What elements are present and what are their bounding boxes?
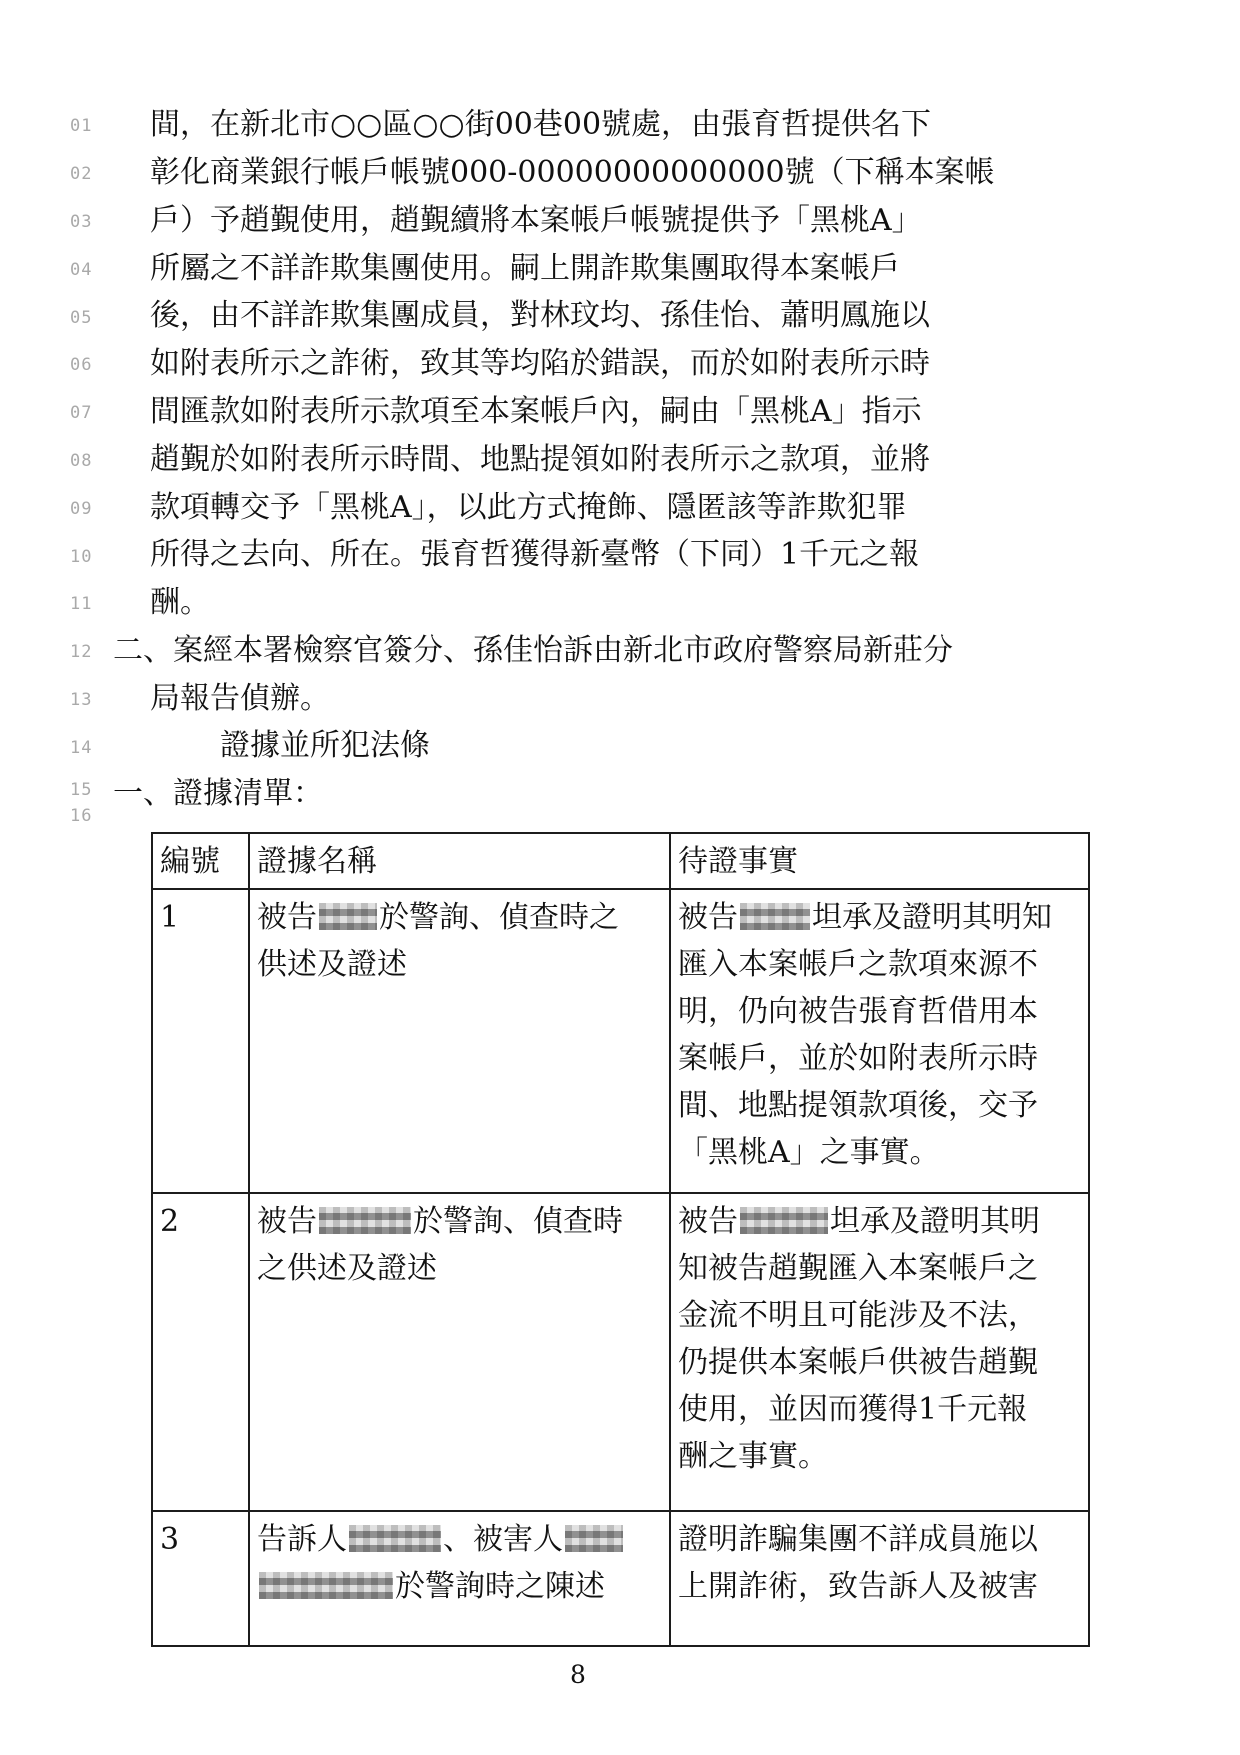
line-number: 04 bbox=[70, 260, 93, 280]
section-heading: 證據並所犯法條 bbox=[220, 728, 430, 763]
list-item-two-line: 二、案經本署檢察官簽分、孫佳怡訴由新北市政府警察局新莊分 bbox=[113, 633, 953, 668]
evidence-table bbox=[151, 832, 1088, 1647]
body-line: 如附表所示之詐術，致其等均陷於錯誤，而於如附表所示時 bbox=[150, 346, 930, 381]
body-line: 間，在新北市○○區○○街00巷00號處，由張育哲提供名下 bbox=[150, 107, 932, 142]
header-cell-no: 編號 bbox=[152, 833, 249, 889]
line-number: 12 bbox=[70, 642, 93, 662]
list-item-two-wrap-line: 局報告偵辦。 bbox=[150, 681, 330, 716]
redacted-name bbox=[349, 1525, 441, 1552]
redacted-name bbox=[740, 903, 810, 930]
body-line: 酬。 bbox=[150, 585, 210, 620]
redacted-name bbox=[319, 1207, 411, 1234]
redacted-name bbox=[740, 1207, 828, 1234]
line-number: 08 bbox=[70, 451, 93, 471]
redacted-name bbox=[259, 1572, 393, 1599]
line-number: 01 bbox=[70, 116, 93, 136]
body-line: 戶）予趙覲使用，趙覲續將本案帳戶帳號提供予「黑桃A」 bbox=[150, 203, 922, 238]
redacted-name bbox=[565, 1525, 623, 1552]
table-row bbox=[152, 1511, 1089, 1646]
line-number: 14 bbox=[70, 738, 93, 758]
header-cell-fact: 待證事實 bbox=[670, 833, 1089, 889]
body-line: 後，由不詳詐欺集團成員，對林玟均、孫佳怡、蕭明鳳施以 bbox=[150, 298, 930, 333]
list-marker: 一、 bbox=[113, 776, 173, 811]
header-cell-evidence-name: 證據名稱 bbox=[249, 833, 670, 889]
line-number: 13 bbox=[70, 690, 93, 710]
line-number: 10 bbox=[70, 547, 93, 567]
cell-fact: 證明詐騙集團不詳成員施以 上開詐術，致告訴人及被害 bbox=[670, 1511, 1089, 1646]
list-marker: 二、 bbox=[113, 633, 173, 668]
line-number: 03 bbox=[70, 212, 93, 232]
body-line: 趙覲於如附表所示時間、地點提領如附表所示之款項，並將 bbox=[150, 442, 930, 477]
table-header-row bbox=[152, 833, 1089, 889]
list-item-one-line: 一、證據清單： bbox=[113, 776, 323, 811]
line-number: 11 bbox=[70, 594, 93, 614]
table-row bbox=[152, 889, 1089, 1193]
cell-row-no: 2 bbox=[152, 1193, 249, 1511]
table-row bbox=[152, 1193, 1089, 1511]
body-line: 所得之去向、所在。張育哲獲得新臺幣（下同）1千元之報 bbox=[150, 537, 920, 572]
line-number: 07 bbox=[70, 403, 93, 423]
line-number: 09 bbox=[70, 499, 93, 519]
body-line: 款項轉交予「黑桃A」，以此方式掩飾、隱匿該等詐欺犯罪 bbox=[150, 490, 907, 525]
line-number: 06 bbox=[70, 355, 93, 375]
cell-row-no: 3 bbox=[152, 1511, 249, 1646]
redacted-name bbox=[319, 903, 377, 930]
cell-row-no: 1 bbox=[152, 889, 249, 1193]
cell-evidence-name: 被告 於警詢、偵查時之 供述及證述 bbox=[249, 889, 670, 1193]
line-number: 05 bbox=[70, 308, 93, 328]
line-number: 16 bbox=[70, 806, 93, 826]
body-line: 所屬之不詳詐欺集團使用。嗣上開詐欺集團取得本案帳戶 bbox=[150, 251, 900, 286]
cell-fact: 被告 坦承及證明其明 知被告趙覲匯入本案帳戶之 金流不明且可能涉及不法， 仍提供本案帳戶供被告趙覲 使用，並因而獲得1千元報 酬之事實。 bbox=[670, 1193, 1089, 1511]
body-line: 彰化商業銀行帳戶帳號000-00000000000000號（下稱本案帳 bbox=[150, 155, 995, 190]
body-line: 間匯款如附表所示款項至本案帳戶內，嗣由「黑桃A」指示 bbox=[150, 394, 922, 429]
page-number: 8 bbox=[570, 1660, 586, 1689]
cell-evidence-name: 被告 於警詢、偵查時 之供述及證述 bbox=[249, 1193, 670, 1511]
cell-fact: 被告 坦承及證明其明知 匯入本案帳戶之款項來源不 明，仍向被告張育哲借用本 案帳戶，並於如附表所示時 間、地點提領款項後，交予 「黑桃A」之事實。 bbox=[670, 889, 1089, 1193]
line-number: 15 bbox=[70, 780, 93, 800]
line-number: 02 bbox=[70, 164, 93, 184]
cell-evidence-name: 告訴人 、被害人 於警詢時之陳述 bbox=[249, 1511, 670, 1646]
